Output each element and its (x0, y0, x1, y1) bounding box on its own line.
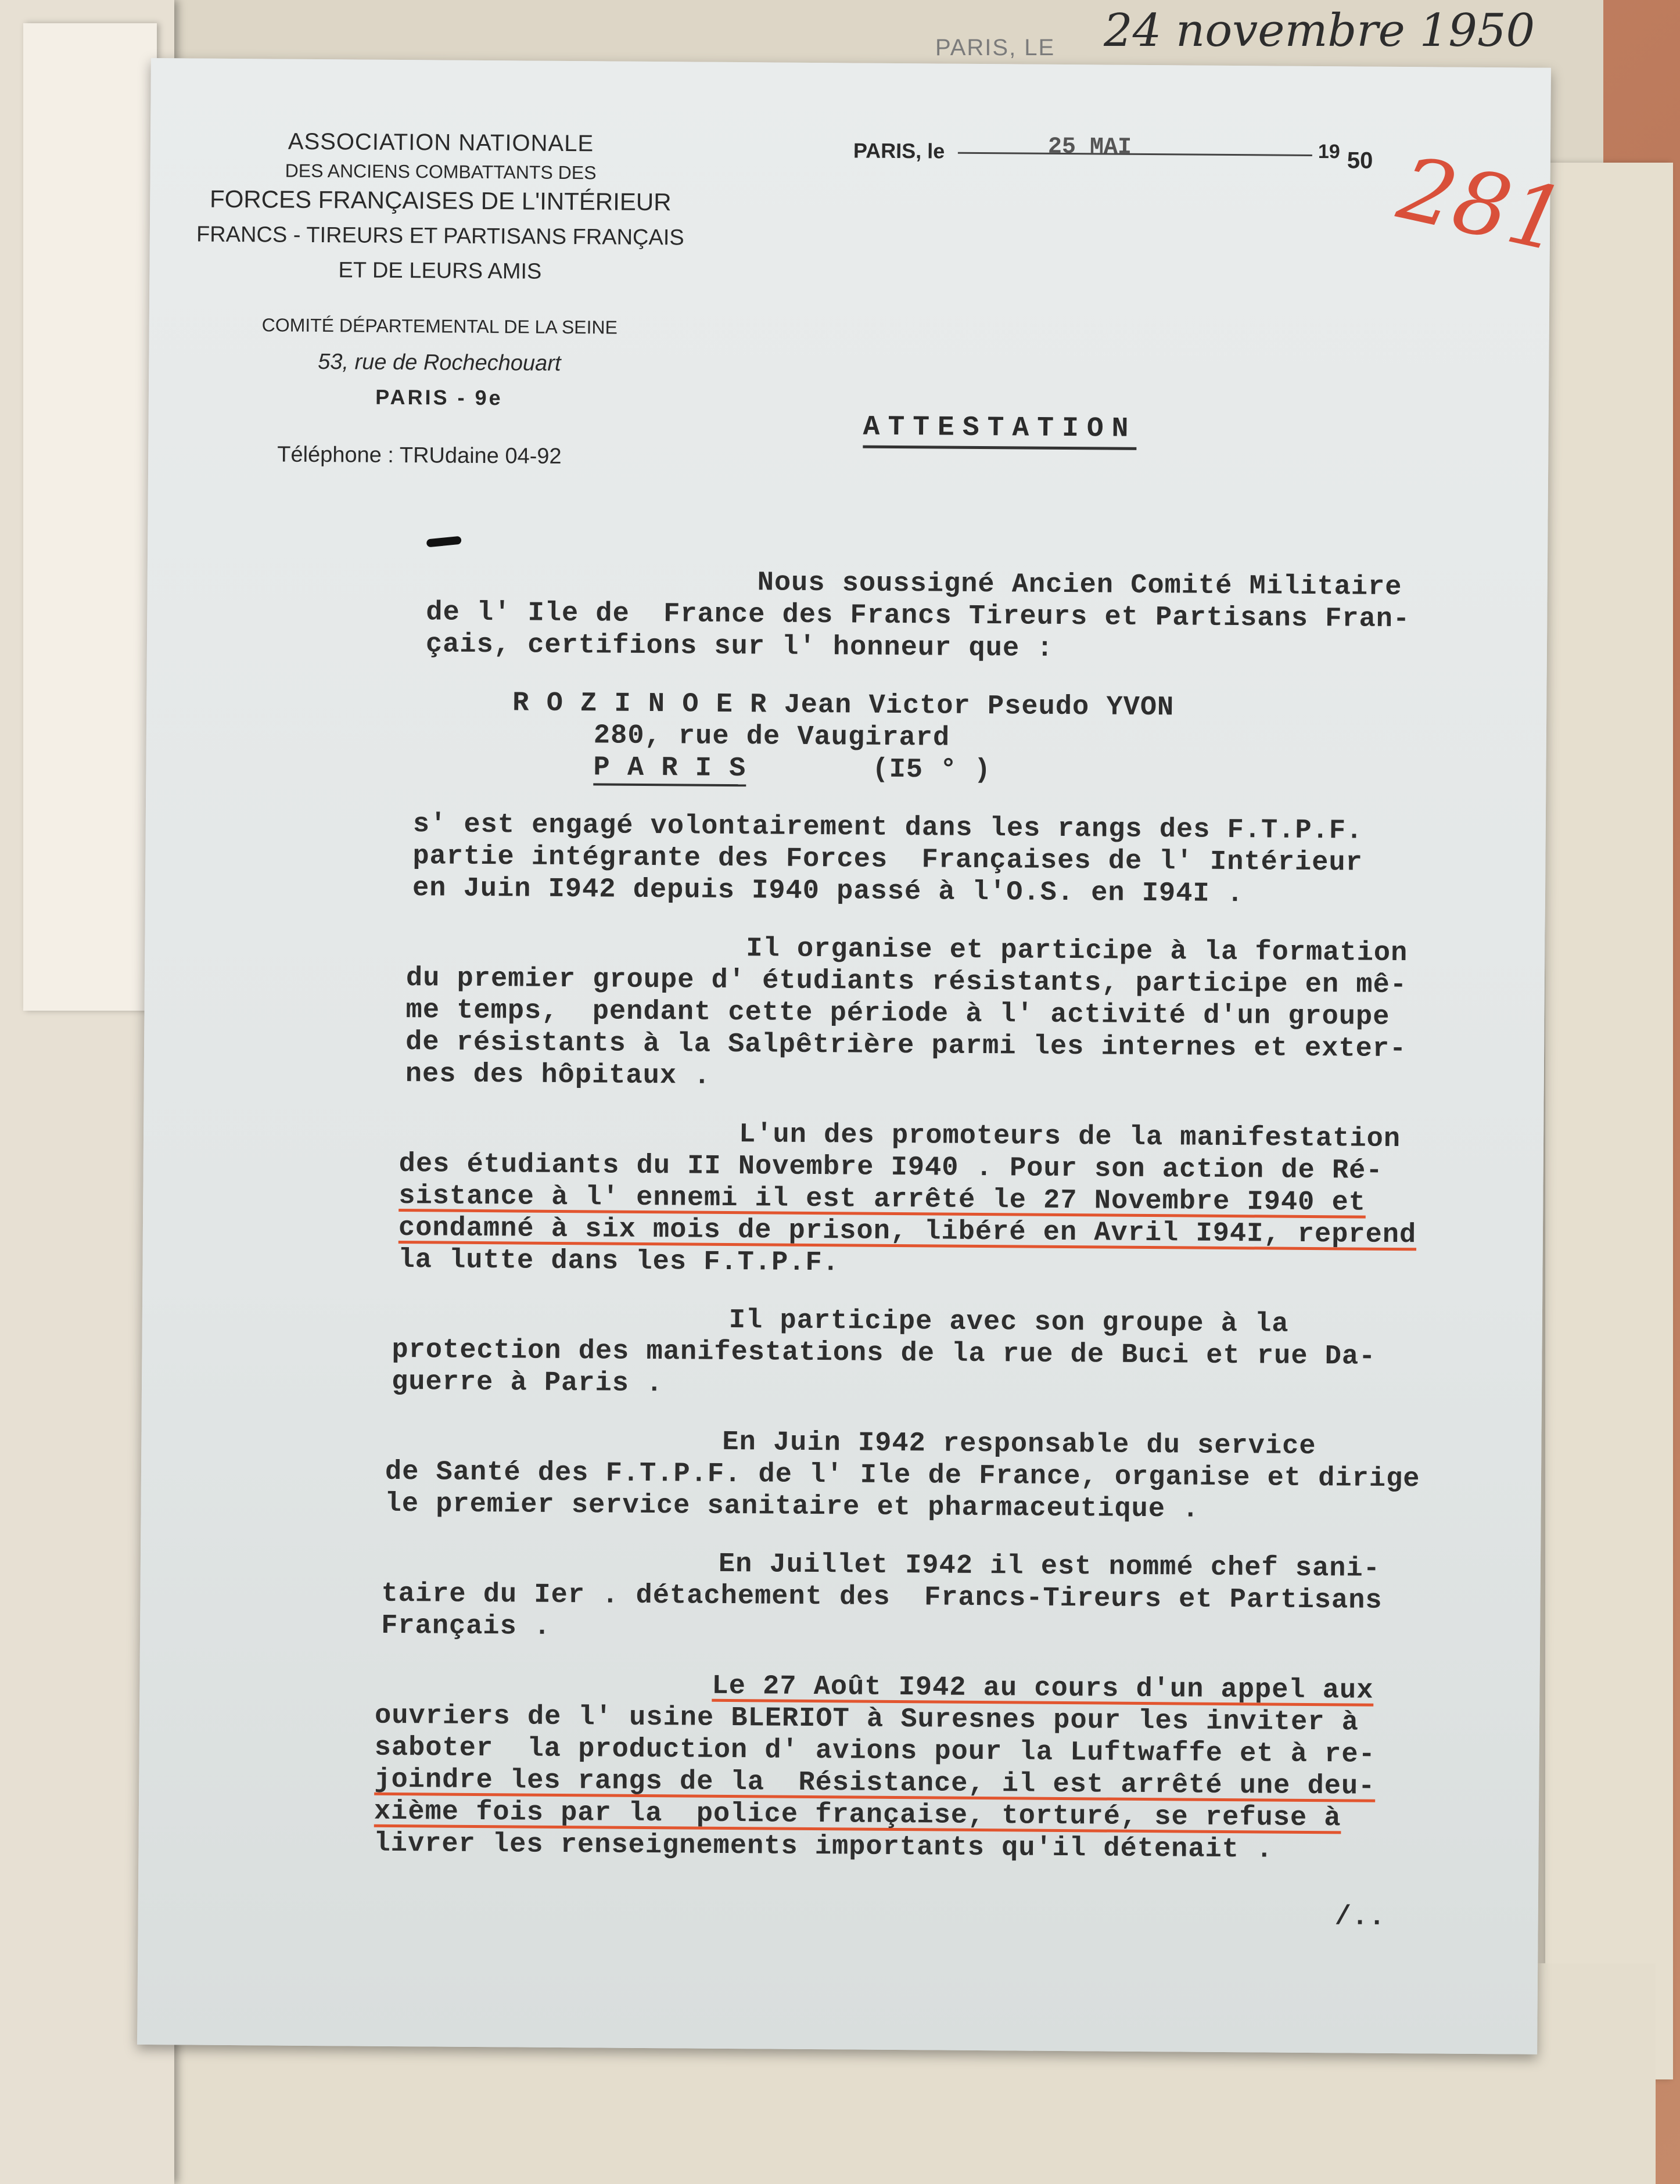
letterhead-committee: COMITÉ DÉPARTEMENTAL DE LA SEINE (261, 314, 618, 338)
body-line: ouvriers de l' usine BLERIOT à Suresnes pour les inviter à (374, 1700, 1359, 1738)
body-line-highlighted: sistance à l' ennemi il est arrêté le 27 Novembre I940 et (399, 1181, 1366, 1219)
background-sheet-right (1545, 163, 1673, 2079)
body-line: en Juin I942 depuis I940 passé à l'O.S. en I94I . (412, 873, 1244, 910)
date-rule (958, 152, 1312, 156)
ink-mark (426, 536, 462, 548)
body-line: saboter la production d' avions pour la Luftwaffe et à re- (374, 1732, 1376, 1770)
body-line-highlighted: condamné à six mois de prison, libéré en Avril I94I, reprend (398, 1213, 1417, 1251)
date-century: 19 (1318, 141, 1340, 163)
body-line: guerre à Paris . (391, 1366, 663, 1400)
folder-card-left-inner (23, 23, 157, 1011)
letterhead-veterans: DES ANCIENS COMBATTANTS DES (285, 160, 597, 184)
letterhead-phone: Téléphone : TRUdaine 04-92 (277, 442, 562, 469)
date-label: PARIS, le (853, 138, 945, 163)
subject-city: P A R I S (593, 752, 746, 786)
date-year: 50 (1347, 148, 1373, 174)
body-line: de Santé des F.T.P.F. de l' Ile de France, organise et dirige (385, 1456, 1420, 1495)
body-line: me temps, pendant cette période à l' activité d'un groupe (405, 995, 1390, 1033)
letterhead-ffi: FORCES FRANÇAISES DE L'INTÉRIEUR (209, 185, 672, 216)
body-line: Il organise et participe à la formation (746, 933, 1408, 969)
body-line: livrer les renseignements importants qu'il détenait . (374, 1828, 1273, 1866)
continuation-mark: /.. (1334, 1902, 1386, 1933)
letterhead-ftpf: FRANCS - TIREURS ET PARTISANS FRANÇAIS (196, 222, 684, 250)
body-line: En Juin I942 responsable du service (722, 1427, 1316, 1463)
subject-address: 280, rue de Vaugirard (593, 720, 950, 754)
background-sheet-date-label: PARIS, LE (935, 35, 1056, 60)
letterhead-address: 53, rue de Rochechouart (318, 350, 561, 376)
attestation-letter (137, 58, 1574, 2054)
subject-name: R O Z I N O E R Jean Victor Pseudo YVON (512, 688, 1175, 724)
body-line: çais, certifions sur l' honneur que : (425, 629, 1054, 664)
background-sheet-handwritten-date: 24 novembre 1950 (1104, 5, 1535, 57)
body-line-highlighted: Le 27 Août I942 au cours d'un appel aux (712, 1671, 1374, 1707)
body-line: de l' Ile de France des Francs Tireurs et Partisans Fran- (426, 597, 1410, 635)
body-line: Français . (380, 1610, 551, 1643)
body-line: Nous soussigné Ancien Comité Militaire (757, 567, 1402, 604)
letterhead-friends: ET DE LEURS AMIS (338, 258, 542, 284)
body-line: la lutte dans les F.T.P.F. (398, 1245, 840, 1279)
body-line: partie intégrante des Forces Françaises de l' Intérieur (412, 841, 1363, 879)
body-line-highlighted: joindre les rangs de la Résistance, il est arrêté une deu- (374, 1764, 1376, 1802)
body-line: taire du Ier . détachement des Francs-Tireurs et Partisans (381, 1578, 1383, 1617)
subject-arrondissement: (I5 ° ) (872, 754, 992, 786)
body-line: protection des manifestations de la rue de Buci et rue Da- (392, 1334, 1376, 1373)
body-line-highlighted: xième fois par la police française, torturé, se refuse à (374, 1796, 1341, 1834)
body-line: Il participe avec son groupe à la (728, 1305, 1289, 1340)
body-line: nes des hôpitaux . (405, 1059, 711, 1092)
body-line: En Juillet I942 il est nommé chef sani- (718, 1549, 1381, 1585)
document-title: ATTESTATION (863, 412, 1136, 450)
handwritten-reference-number: 281 (1390, 138, 1574, 272)
body-line: s' est engagé volontairement dans les rangs des F.T.P.F. (412, 809, 1363, 847)
body-line: du premier groupe d' étudiants résistants, participe en mê- (405, 963, 1408, 1001)
body-line: de résistants à la Salpêtrière parmi les internes et exter- (405, 1027, 1407, 1065)
letterhead-city: PARIS - 9e (375, 385, 503, 410)
date-day-month: 25 MAI (1047, 134, 1132, 161)
letterhead-association: ASSOCIATION NATIONALE (288, 128, 594, 157)
body-line: L'un des promoteurs de la manifestation (738, 1119, 1401, 1155)
body-line: des étudiants du II Novembre I940 . Pour son action de Ré- (399, 1149, 1383, 1187)
body-line: le premier service sanitaire et pharmaceutique . (385, 1488, 1200, 1525)
